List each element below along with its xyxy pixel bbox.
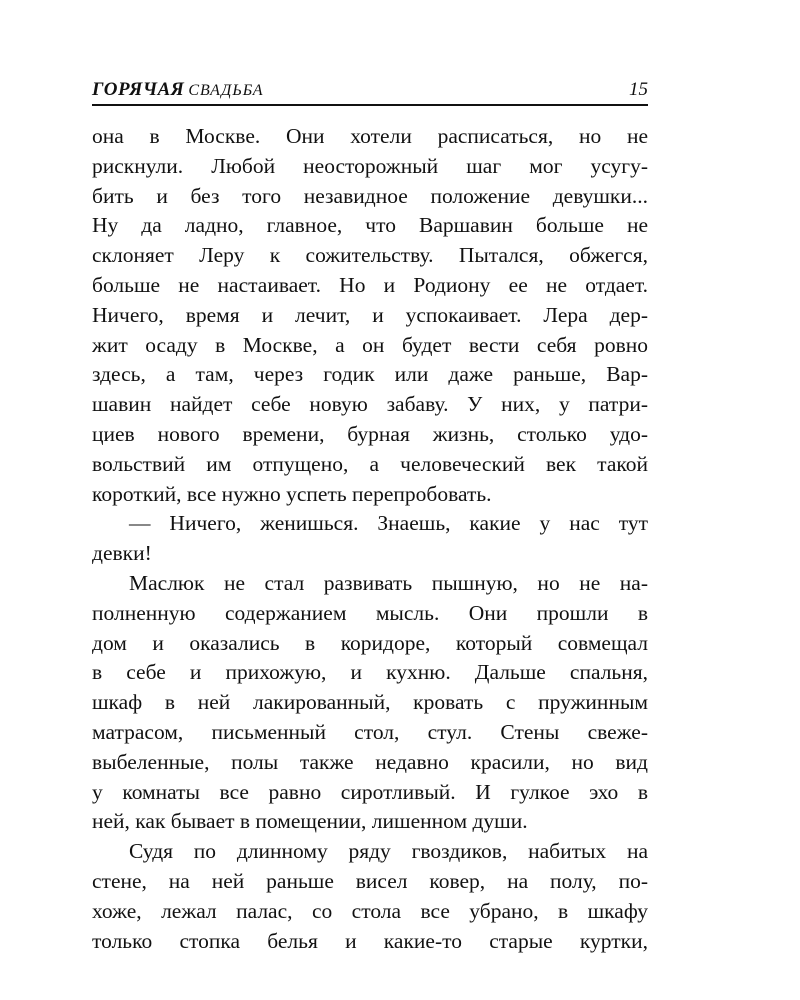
text-line: бить и без того незавидное положение девушки... <box>92 183 648 208</box>
text-line: Судя по длинному ряду гвоздиков, набитых на <box>129 839 648 864</box>
header-rule <box>92 104 648 106</box>
text-line: шкаф в ней лакированный, кровать с пружинным <box>92 690 648 715</box>
text-line: Ничего, время и лечит, и успокаивает. Лера дер- <box>92 302 648 327</box>
text-line: хоже, лежал палас, со стола все убрано, в шкафу <box>92 898 648 923</box>
text-line: она в Москве. Они хотели расписаться, но не <box>92 124 648 148</box>
text-line: в себе и прихожую, и кухню. Дальше спальня, <box>92 660 648 685</box>
text-line: вольствий им отпущено, а человеческий век такой <box>92 451 648 476</box>
text-line: у комнаты все равно сиротливый. И гулкое эхо в <box>92 779 648 804</box>
text-line: полненную содержанием мысль. Они прошли в <box>92 600 648 625</box>
text-line: только стопка белья и какие-то старые куртки, <box>92 928 648 953</box>
text-line: стене, на ней раньше висел ковер, на полу, по- <box>92 868 648 893</box>
running-title <box>92 79 264 102</box>
text-line: склоняет Леру к сожительству. Пытался, обжегся, <box>92 243 648 268</box>
running-head <box>92 79 648 103</box>
text-line: жит осаду в Москве, а он будет вести себя ровно <box>92 332 648 357</box>
text-line: шавин найдет себе новую забаву. У них, у патри- <box>92 392 648 417</box>
text-line: рискнули. Любой неосторожный шаг мог усугу- <box>92 153 648 178</box>
text-line: — Ничего, женишься. Знаешь, какие у нас тут <box>129 511 648 536</box>
running-title-rest: СВАДЬБА <box>188 82 264 99</box>
body-text <box>92 122 648 956</box>
text-line: дом и оказались в коридоре, который совмещал <box>92 630 648 655</box>
running-title-bold: ГОРЯЧАЯ <box>92 79 185 100</box>
text-line: Маслюк не стал развивать пышную, но не на- <box>129 570 648 595</box>
text-line: здесь, а там, через годик или даже раньше, Вар- <box>92 362 648 387</box>
text-line: выбеленные, полы также недавно красили, но вид <box>92 749 648 774</box>
text-line: циев нового времени, бурная жизнь, столько удо- <box>92 421 648 446</box>
text-line: матрасом, письменный стол, стул. Стены свеже- <box>92 719 648 744</box>
text-line: больше не настаивает. Но и Родиону ее не отдает. <box>92 272 648 297</box>
text-line: ней, как бывает в помещении, лишенном души. <box>92 809 528 834</box>
text-line: девки! <box>92 541 152 566</box>
text-line: Ну да ладно, главное, что Варшавин больше не <box>92 213 648 238</box>
page-number: 15 <box>629 79 648 100</box>
text-line: короткий, все нужно успеть перепробовать. <box>92 481 492 506</box>
